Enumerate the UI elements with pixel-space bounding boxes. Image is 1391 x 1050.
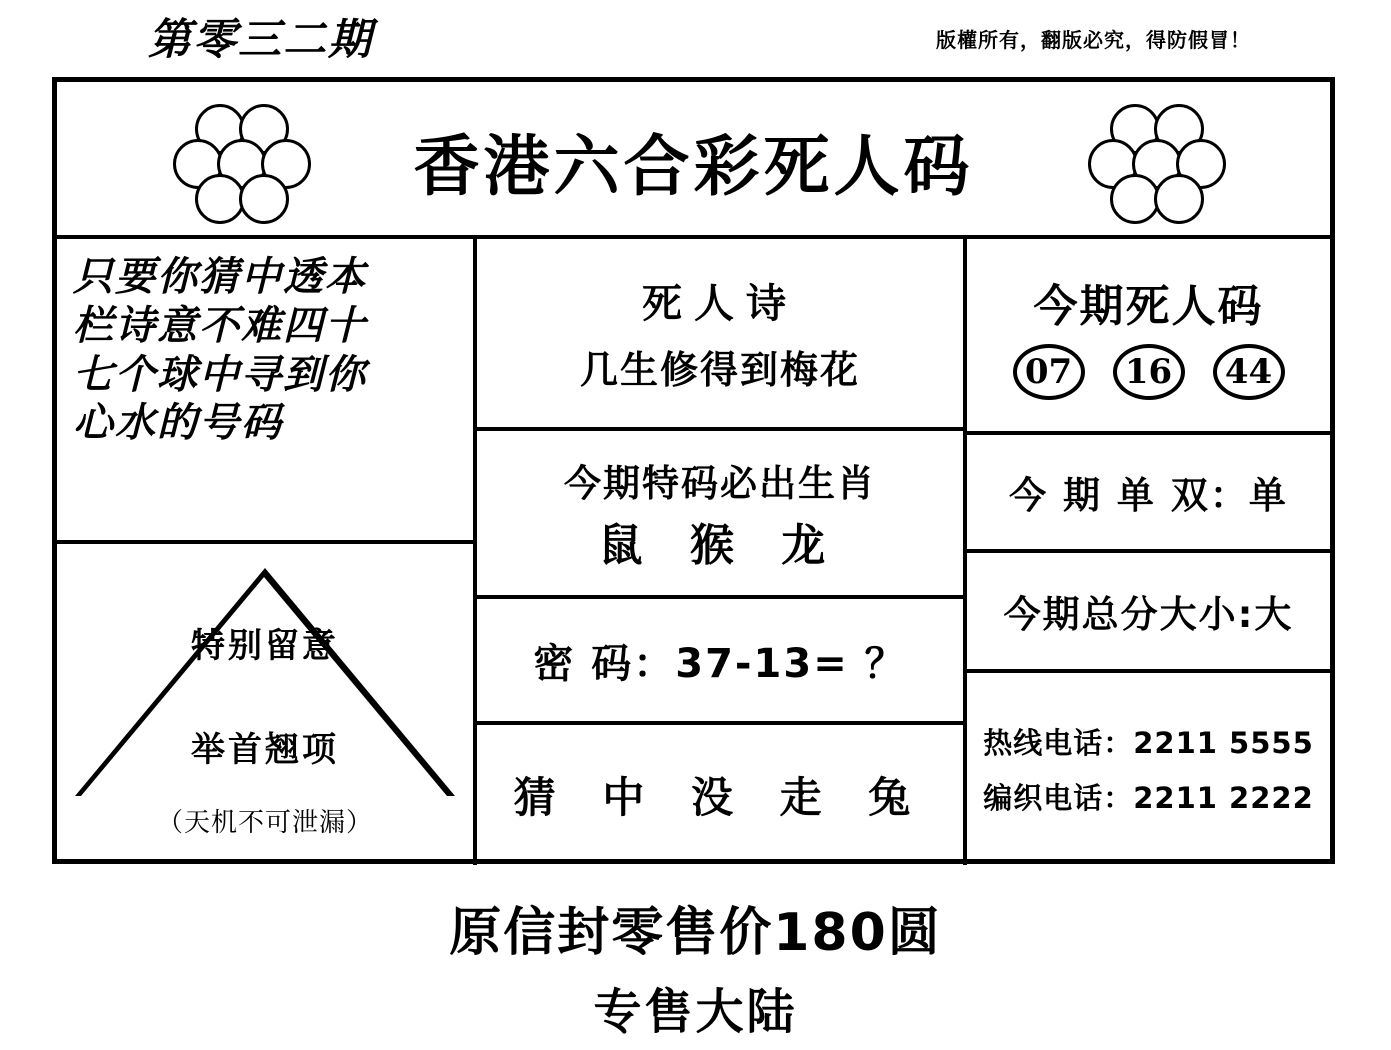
right-column	[967, 239, 1330, 865]
zodiac-title: 今期特码必出生肖	[564, 462, 876, 505]
hotline-value: 2211 5555	[1133, 726, 1314, 760]
main-frame	[52, 77, 1335, 864]
special-notice-cell	[57, 544, 473, 861]
instruction-poem	[57, 239, 473, 544]
odd-even-cell	[967, 435, 1330, 553]
number-ball: 16	[1113, 344, 1185, 400]
zodiac-values: 鼠 猴 龙	[598, 520, 842, 571]
footer-price: 原信封零售价180圆	[449, 903, 942, 963]
hotline-row	[983, 721, 1314, 762]
middle-column	[477, 239, 967, 865]
weave-row	[983, 776, 1314, 817]
secret-code-label: 密 码：37-13= ？	[533, 640, 907, 687]
special-notice-line2: 举首翘项	[191, 730, 339, 770]
instruction-poem-line: 心水的号码	[73, 399, 283, 447]
death-poem-title: 死人诗	[642, 281, 798, 327]
current-numbers-title: 今期死人码	[1033, 281, 1264, 332]
secret-code-cell	[477, 599, 963, 725]
current-numbers-cell	[967, 239, 1330, 435]
issue-number: 第零三二期	[148, 15, 373, 65]
weave-label: 编织电话：	[983, 781, 1134, 815]
number-ball: 44	[1213, 344, 1285, 400]
total-size-cell	[967, 553, 1330, 673]
contact-cell	[967, 673, 1330, 865]
instruction-poem-line: 七个球中寻到你	[73, 350, 367, 398]
number-ball: 07	[1013, 344, 1085, 400]
lottery-ball-cluster-right-icon	[1060, 104, 1260, 214]
special-notice-line1: 特别留意	[191, 626, 339, 666]
guess-line: 猜 中 没 走 兔	[513, 773, 927, 822]
instruction-poem-line: 栏诗意不难四十	[73, 301, 367, 349]
page-title: 香港六合彩死人码	[413, 128, 974, 205]
content-columns	[57, 239, 1330, 865]
odd-even-label: 今 期 单 双：单	[1009, 474, 1288, 517]
footer-subtitle: 专售大陆	[593, 984, 798, 1040]
hotline-label: 热线电话：	[983, 726, 1134, 760]
death-poem-line: 几生修得到梅花	[579, 348, 860, 392]
instruction-poem-line: 只要你猜中透本	[73, 253, 367, 300]
guess-cell	[477, 725, 963, 865]
weave-value: 2211 2222	[1133, 781, 1314, 815]
zodiac-cell	[477, 431, 963, 599]
current-numbers-list	[1013, 344, 1285, 400]
title-band	[57, 82, 1330, 239]
copyright-notice: 版權所有，翻版必究，得防假冒！	[936, 28, 1251, 52]
left-column	[57, 239, 477, 865]
footer	[0, 890, 1391, 1042]
death-poem-cell	[477, 239, 963, 431]
secret-footnote: （天机不可泄漏）	[156, 808, 373, 838]
total-size-label: 今期总分大小:大	[1003, 593, 1294, 636]
